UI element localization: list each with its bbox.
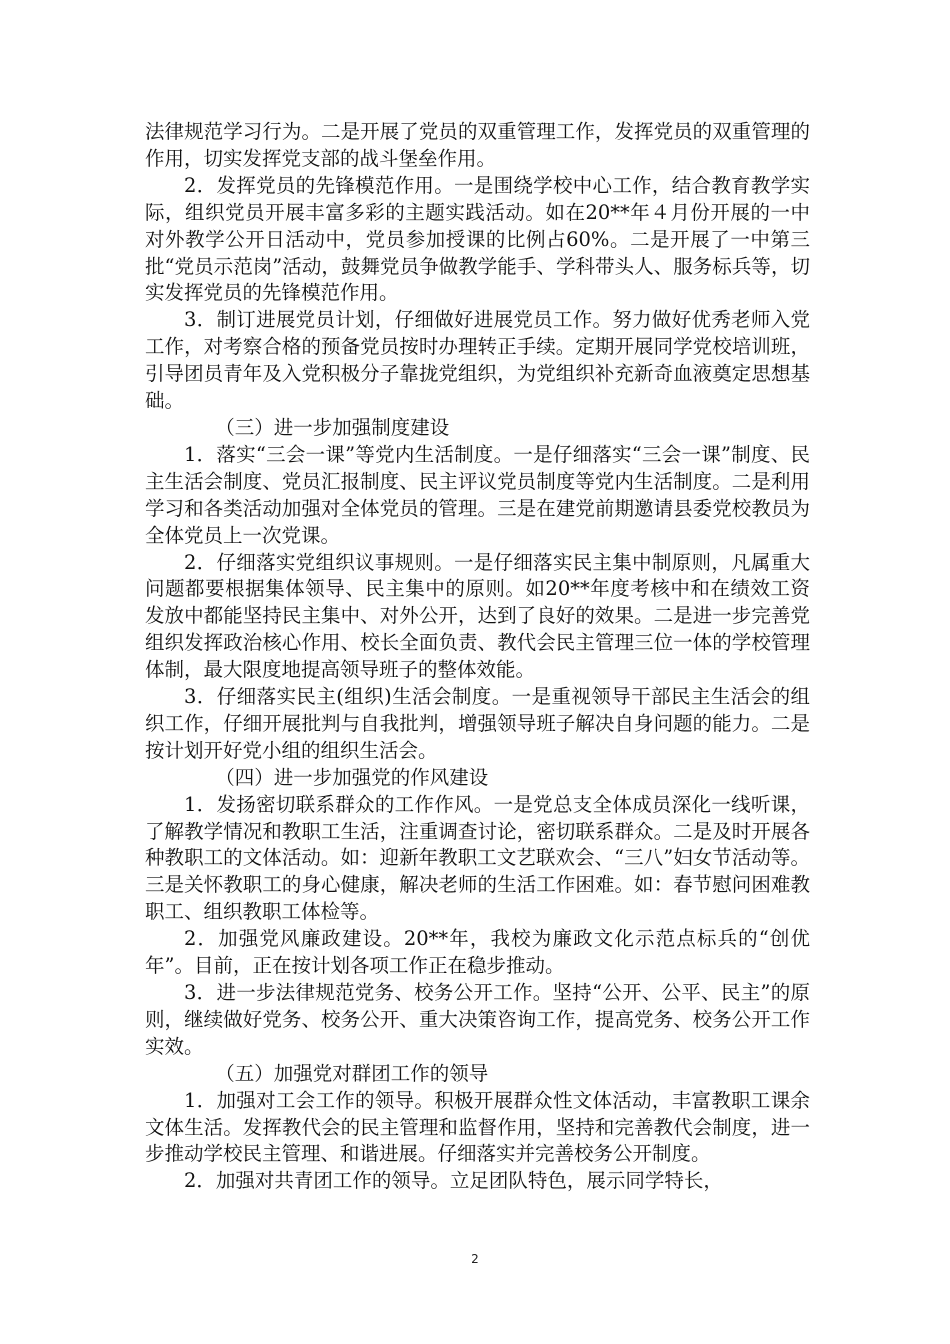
paragraph-youth-league-work: 2．加强对共青团工作的领导。立足团队特色，展示同学特长， [184, 1169, 723, 1193]
document-body [145, 119, 810, 1195]
paragraph-continuation: 法律规范学习行为。二是开展了党员的双重管理工作，发挥党员的双重管理的作用，切实发挥党支部的战斗堡垒作用。 [145, 120, 810, 170]
paragraph-party-member-vanguard: 2．发挥党员的先锋模范作用。一是围绕学校中心工作，结合教育教学实际，组织党员开展丰富多彩的主题实践活动。如在20**年４月份开展的一中对外教学公开日活动中，党员参加授课的比例占60%。二是开展了一中第三批“党员示范岗”活动，鼓舞党员争做教学能手、学科带头人、服务标兵等，切实发挥党员的先锋模范作用。 [145, 173, 810, 305]
paragraph-integrity-building: 2．加强党风廉政建设。20**年，我校为廉政文化示范点标兵的“创优年”。目前，正在按计划各项工作正在稳步推动。 [145, 927, 810, 978]
paragraph-public-affairs: 3．进一步法律规范党务、校务公开工作。坚持“公开、公平、民主”的原则，继续做好党务、校务公开、重大决策咨询工作，提高党务、校务公开工作实效。 [145, 981, 810, 1058]
section-heading-3: （三）进一步加强制度建设 [215, 415, 450, 439]
page-number: 2 [471, 1252, 479, 1266]
paragraph-mass-line-style: 1．发扬密切联系群众的工作作风。一是党总支全体成员深化一线听课，了解教学情况和教职工生活，注重调查讨论，密切联系群众。二是及时开展各种教职工的文体活动。如：迎新年教职工文艺联欢会、“三八”妇女节活动等。三是关怀教职工的身心健康，解决老师的生活工作困难。如：春节慰问困难教职工、组织教职工体检等。 [145, 792, 810, 924]
paragraph-democratic-life-meeting: 3．仔细落实民主(组织)生活会制度。一是重视领导干部民主生活会的组织工作，仔细开展批判与自我批判，增强领导班子解决自身问题的能力。二是按计划开好党小组的组织生活会。 [145, 685, 810, 762]
section-heading-5: （五）加强党对群团工作的领导 [215, 1061, 489, 1085]
section-heading-4: （四）进一步加强党的作风建设 [215, 765, 489, 789]
paragraph-union-work: 1．加强对工会工作的领导。积极开展群众性文体活动，丰富教职工课余文体生活。发挥教代会的民主管理和监督作用，坚持和完善教代会制度，进一步推动学校民主管理、和谐进展。仔细落实并完善校务公开制度。 [145, 1088, 810, 1166]
paragraph-three-meetings-one-lesson: 1．落实“三会一课”等党内生活制度。一是仔细落实“三会一课”制度、民主生活会制度、党员汇报制度、民主评议党员制度等党内生活制度。二是利用学习和各类活动加强对全体党员的管理。三是在建党前期邀请县委党校教员为全体党员上一次党课。 [145, 442, 810, 547]
paragraph-deliberation-rules: 2．仔细落实党组织议事规则。一是仔细落实民主集中制原则，凡属重大问题都要根据集体领导、民主集中的原则。如20**年度考核中和在绩效工资发放中都能坚持民主集中、对外公开，达到了良好的效果。二是进一步完善党组织发挥政治核心作用、校长全面负责、教代会民主管理三位一体的学校管理体制，最大限度地提高领导班子的整体效能。 [145, 550, 810, 682]
paragraph-member-development-plan: 3．制订进展党员计划，仔细做好进展党员工作。努力做好优秀老师入党工作，对考察合格的预备党员按时办理转正手续。定期开展同学党校培训班，引导团员青年及入党积极分子靠拢党组织，为党组织补充新奇血液奠定思想基础。 [145, 308, 810, 413]
